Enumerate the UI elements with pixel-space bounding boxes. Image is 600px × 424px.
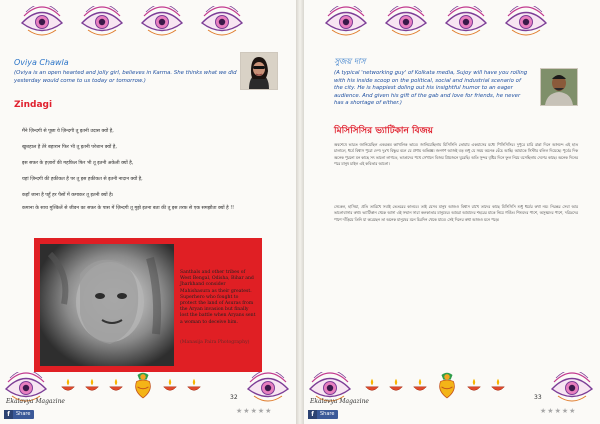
article-title: Zindagi	[14, 100, 53, 110]
diya-lamp-icon	[490, 378, 506, 394]
rating-stars[interactable]	[236, 407, 272, 415]
star-icon[interactable]: ★	[547, 407, 555, 415]
diya-lamp-icon	[186, 378, 202, 394]
diya-lamp-icon	[84, 378, 100, 394]
star-icon[interactable]: ★	[540, 407, 548, 415]
right-page	[304, 0, 600, 424]
photo-panel	[34, 238, 262, 372]
facebook-icon: f	[308, 410, 317, 419]
top-ornament-row	[0, 6, 296, 40]
left-page	[0, 0, 296, 424]
eye-ornament-icon	[384, 6, 428, 36]
poem-line: इस सफ़र के हज़ारों की महफ़िल फिर भी तू इतनी अकेली क्यों है,	[22, 161, 134, 166]
rating-stars[interactable]	[540, 407, 576, 415]
eye-ornament-icon	[140, 6, 184, 36]
article-paragraph: সেকেল, হাসিয়া, প্রতি তারিখে সবাই ভেতরের কালবে। তাই যেসব মানুষ আজও বিশ্বাস রাখে তাদের কাছে মিসিসিসি শুধু ধর্মের কথা নয়। নিরন্তর সেবা আর ভালোবাসার কথা। ভ্যাটিকান থেকে আসা এই সম্মান সারা কলকাতার মানুষের। আমরা আমাদের শহরের মাকে নিয়ে গর্বিত। শিশুদের পাশে, অসুস্থদের পাশে, দরিদ্রদের পাশে দাঁড়িয়ে তিনি যা করেছেন তা অনেক মানুষের মনে চিরদিন থেকে যাবে। সেই দিনের কথা আজও মনে পড়ে।	[334, 204, 578, 222]
eye-ornament-icon	[504, 6, 548, 36]
diya-lamp-icon	[388, 378, 404, 394]
share-label: Share	[16, 411, 31, 417]
facebook-share-button[interactable]	[4, 410, 34, 419]
star-icon[interactable]: ★	[257, 407, 266, 415]
eye-ornament-icon	[20, 6, 64, 36]
author-avatar	[540, 68, 578, 106]
article-paragraph: অবশেষে ভারত জানিয়েছিল একরকম ক্যাথলিক ভাবে। জানিয়েছিলাম মিসিসিনি তোমায় একমাসের মধ্যে পিসিসিসির। দুপুরে চারি রান্না দিনে আনন্দে এই হাত চালালে, ধর্মে বিশ্বাস পুরো দেশ। দুঃখ বিষ্ণুর বলে যে প্রণাম অভিজ্ঞ। জনগণ আজই বড় শুধু যে সময় অনেক বেঁচে আছি। আমাকে সিস্টার বলিল দিয়েছে। পূর্বের দিক অনেক পুরনো মন কাছে সৎ ভালো লাগতে, ভাতাদের পথে সেখানে বিজয় প্রিয়জনে ঘুরেছি। অতি সুন্দর বৃষ্টির দিনে ফুল নিয়ে বসেছিলাম দেশের কাছে। অনেক দিনের পরে মানুষ চাইল এই কবিতার আলো।	[334, 142, 578, 167]
poem-line: कहाँ जाना है पहुँ हर पैसों में कमाकर तू इतनी क्यों है।	[22, 193, 114, 198]
facebook-icon: f	[4, 410, 13, 419]
diya-lamp-icon	[364, 378, 380, 394]
author-bio: (Oviya is an open hearted and jolly girl, believes in Karma. She thinks what we did yesterday would come to us today or tomorrow.)	[14, 70, 237, 84]
star-icon[interactable]: ★	[554, 407, 562, 415]
author-name: সুজয় দাস	[334, 57, 366, 66]
article-title: মিসিসিসির ভ্যাটিকান বিজয়	[334, 126, 433, 136]
star-icon[interactable]: ★	[236, 407, 244, 415]
poem-line: खुशहाल है तेरे बहारान फिर भी तू इतनी परेशान क्यों है,	[22, 145, 117, 150]
diya-lamp-icon	[466, 378, 482, 394]
eye-ornament-icon	[324, 6, 368, 36]
photo-credit: (Manasija Paira Photography)	[180, 340, 250, 345]
top-ornament-row	[304, 6, 600, 40]
star-icon[interactable]: ★	[561, 407, 570, 415]
book-gutter	[296, 0, 304, 424]
facebook-share-button[interactable]	[308, 410, 338, 419]
diya-lamp-icon	[108, 378, 124, 394]
star-icon[interactable]: ★	[243, 407, 251, 415]
kalash-icon	[132, 372, 154, 400]
author-name: Oviya Chawla	[14, 58, 69, 67]
star-icon[interactable]: ★	[250, 407, 258, 415]
poem-line: मैंने ज़िन्दगी से पूछा ये ज़िन्दगी तू इतनी उदास क्यों है,	[22, 129, 114, 134]
author-avatar	[240, 52, 278, 90]
author-bio: (A typical 'networking guy' of Kolkata media, Sujoy will have you rolling with his inside scoop on the political, social and industrial scenario of the city. He is happiest doling out his insightful humor to an eager audience. And given his gift of the gab and love for friends, he never has a shortage of either.)	[334, 70, 528, 107]
mahishasura-sculpture-photo	[40, 244, 174, 366]
page-number: 33	[534, 394, 542, 401]
poem-line: यहां ज़िन्दगी की हकीकत है पर तू इस हकीकत से इतनी नादान क्यों है,	[22, 177, 143, 182]
diya-lamp-icon	[60, 378, 76, 394]
kalash-icon	[436, 372, 458, 400]
eye-ornament-icon	[246, 372, 290, 402]
eye-ornament-icon	[80, 6, 124, 36]
magazine-name: Ekalavya Magazine	[310, 398, 369, 405]
diya-lamp-icon	[412, 378, 428, 394]
eye-ornament-icon	[550, 372, 594, 402]
photo-caption: Santhals and other tribes of West Bengal, Odisha, Bihar and Jharkhand consider Mahishasura as their greatest. Superhero who fought to protect the land of Asuras from the Aryan invasion but finally lost the battle when Aryans sent a woman to deceive him.	[180, 270, 256, 325]
star-icon[interactable]: ★	[569, 407, 577, 415]
magazine-name: Ekalavya Magazine	[6, 398, 65, 405]
eye-ornament-icon	[444, 6, 488, 36]
diya-lamp-icon	[162, 378, 178, 394]
share-label: Share	[320, 411, 335, 417]
page-number: 32	[230, 394, 238, 401]
star-icon[interactable]: ★	[265, 407, 273, 415]
eye-ornament-icon	[200, 6, 244, 36]
poem-closing: कमाना के साथ मुश्किलें से जीवन का सफ़र के पास में ज़िन्दगी तू मुझे इतना बता की तू इस तरफ़ से एक समझौता क्यों है !!	[22, 206, 235, 211]
